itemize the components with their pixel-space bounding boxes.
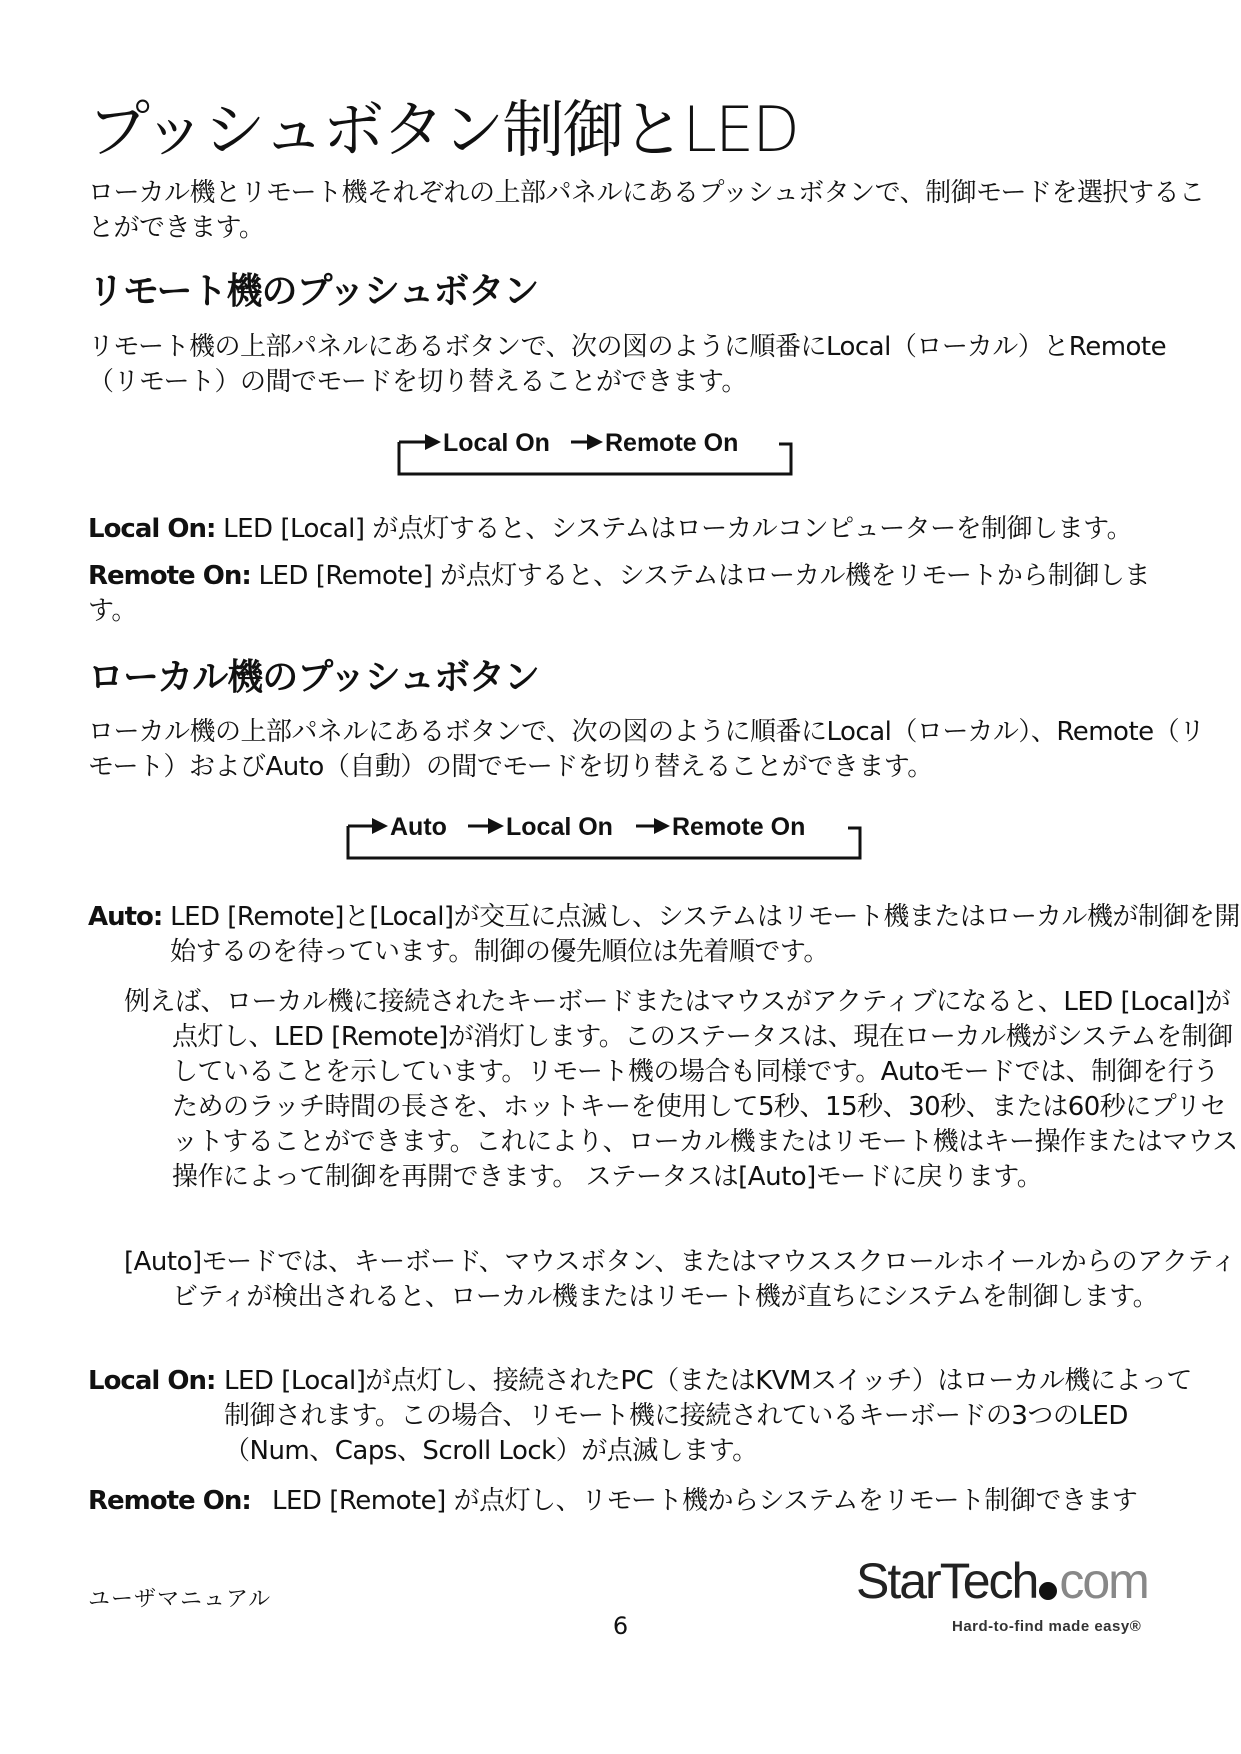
page-title: プッシュボタン制御とLED [88,93,798,166]
remote-on-label: Remote On: [88,561,251,591]
auto-mode-detection-paragraph: [Auto]モードでは、キーボード、マウスボタン、またはマウススクロールホイールからのアクティビティが検出されると、ローカル機またはリモート機が直ちにシステムを制御します。 [124,1247,1237,1312]
auto-example-paragraph: 例えば、ローカル機に接続されたキーボードまたはマウスがアクティブになると、LED [Local]が点灯し、LED [Remote]が消灯します。このステータスは、現在ローカル機がシステムを制御していることを示しています。リモート機の場合も同様です。Autoモードでは、制御を行うためのラッチ時間の長さを、ホットキーを使用して5秒、15秒、30秒、または60秒にプリセットすることができます。これにより、ローカル機またはリモート機はキー操作またはマウス操作によって制御を再開できます。 ステータスは[Auto]モードに戻ります。 [124,987,1238,1192]
remote-on-definition [88,1484,1208,1519]
footer-manual-label: ユーザマニュアル [88,1587,272,1612]
flow-step-remote-on: Remote On [672,813,806,841]
remote-mode-flow-diagram [395,424,795,480]
local-on-text: LED [Local] が点灯すると、システムはローカルコンピューターを制御します。 [215,514,1133,544]
remote-on-label: Remote On: [88,1486,251,1516]
startech-logo [856,1552,1156,1642]
local-mode-flow-diagram [344,808,864,864]
local-on-definition [88,1364,1208,1469]
remote-on-text: LED [Remote] が点灯し、リモート機からシステムをリモート制御できます [272,1486,1138,1516]
flow-step-remote-on: Remote On [605,429,739,457]
local-on-label: Local On: [88,514,216,544]
auto-text: LED [Remote]と[Local]が交互に点滅し、システムはリモート機またはローカル機が制御を開始するのを待っています。制御の優先順位は先着順です。 [162,902,1240,967]
logo-name: StarTech [856,1553,1038,1609]
remote-remote-on-desc [88,559,1168,629]
local-section-heading: ローカル機のプッシュボタン [88,657,540,698]
flow-step-local-on: Local On [506,813,613,841]
auto-mode-desc [88,900,1241,970]
remote-local-on-desc [88,512,1208,547]
logo-wordmark [856,1552,1148,1610]
remote-on-text: LED [Remote] が点灯すると、システムはローカル機をリモートから制御します。 [88,561,1150,626]
remote-section-body: リモート機の上部パネルにあるボタンで、次の図のように順番にLocal（ローカル）とRemote（リモート）の間でモードを切り替えることができます。 [88,332,1167,397]
flow-step-auto: Auto [390,813,447,841]
page-number: 6 [612,1612,629,1640]
logo-com: com [1059,1553,1148,1609]
remote-section-heading: リモート機のプッシュボタン [88,271,539,312]
local-on-label: Local On: [88,1366,216,1396]
auto-label: Auto: [88,902,163,932]
local-on-text: LED [Local]が点灯し、接続されたPC（またはKVMスイッチ）はローカル機によって制御されます。この場合、リモート機に接続されているキーボードの3つのLED（Num、Caps、Scroll Lock）が点滅します。 [224,1366,1192,1466]
logo-tagline: Hard-to-find made easy® [952,1618,1142,1635]
local-section-body: ローカル機の上部パネルにあるボタンで、次の図のように順番にLocal（ローカル）、Remote（リモート）およびAuto（自動）の間でモードを切り替えることができます。 [88,717,1205,782]
intro-paragraph: ローカル機とリモート機それぞれの上部パネルにあるプッシュボタンで、制御モードを選択することができます。 [88,178,1205,243]
flow-step-local-on: Local On [443,429,550,457]
logo-dot-icon [1039,1582,1057,1600]
